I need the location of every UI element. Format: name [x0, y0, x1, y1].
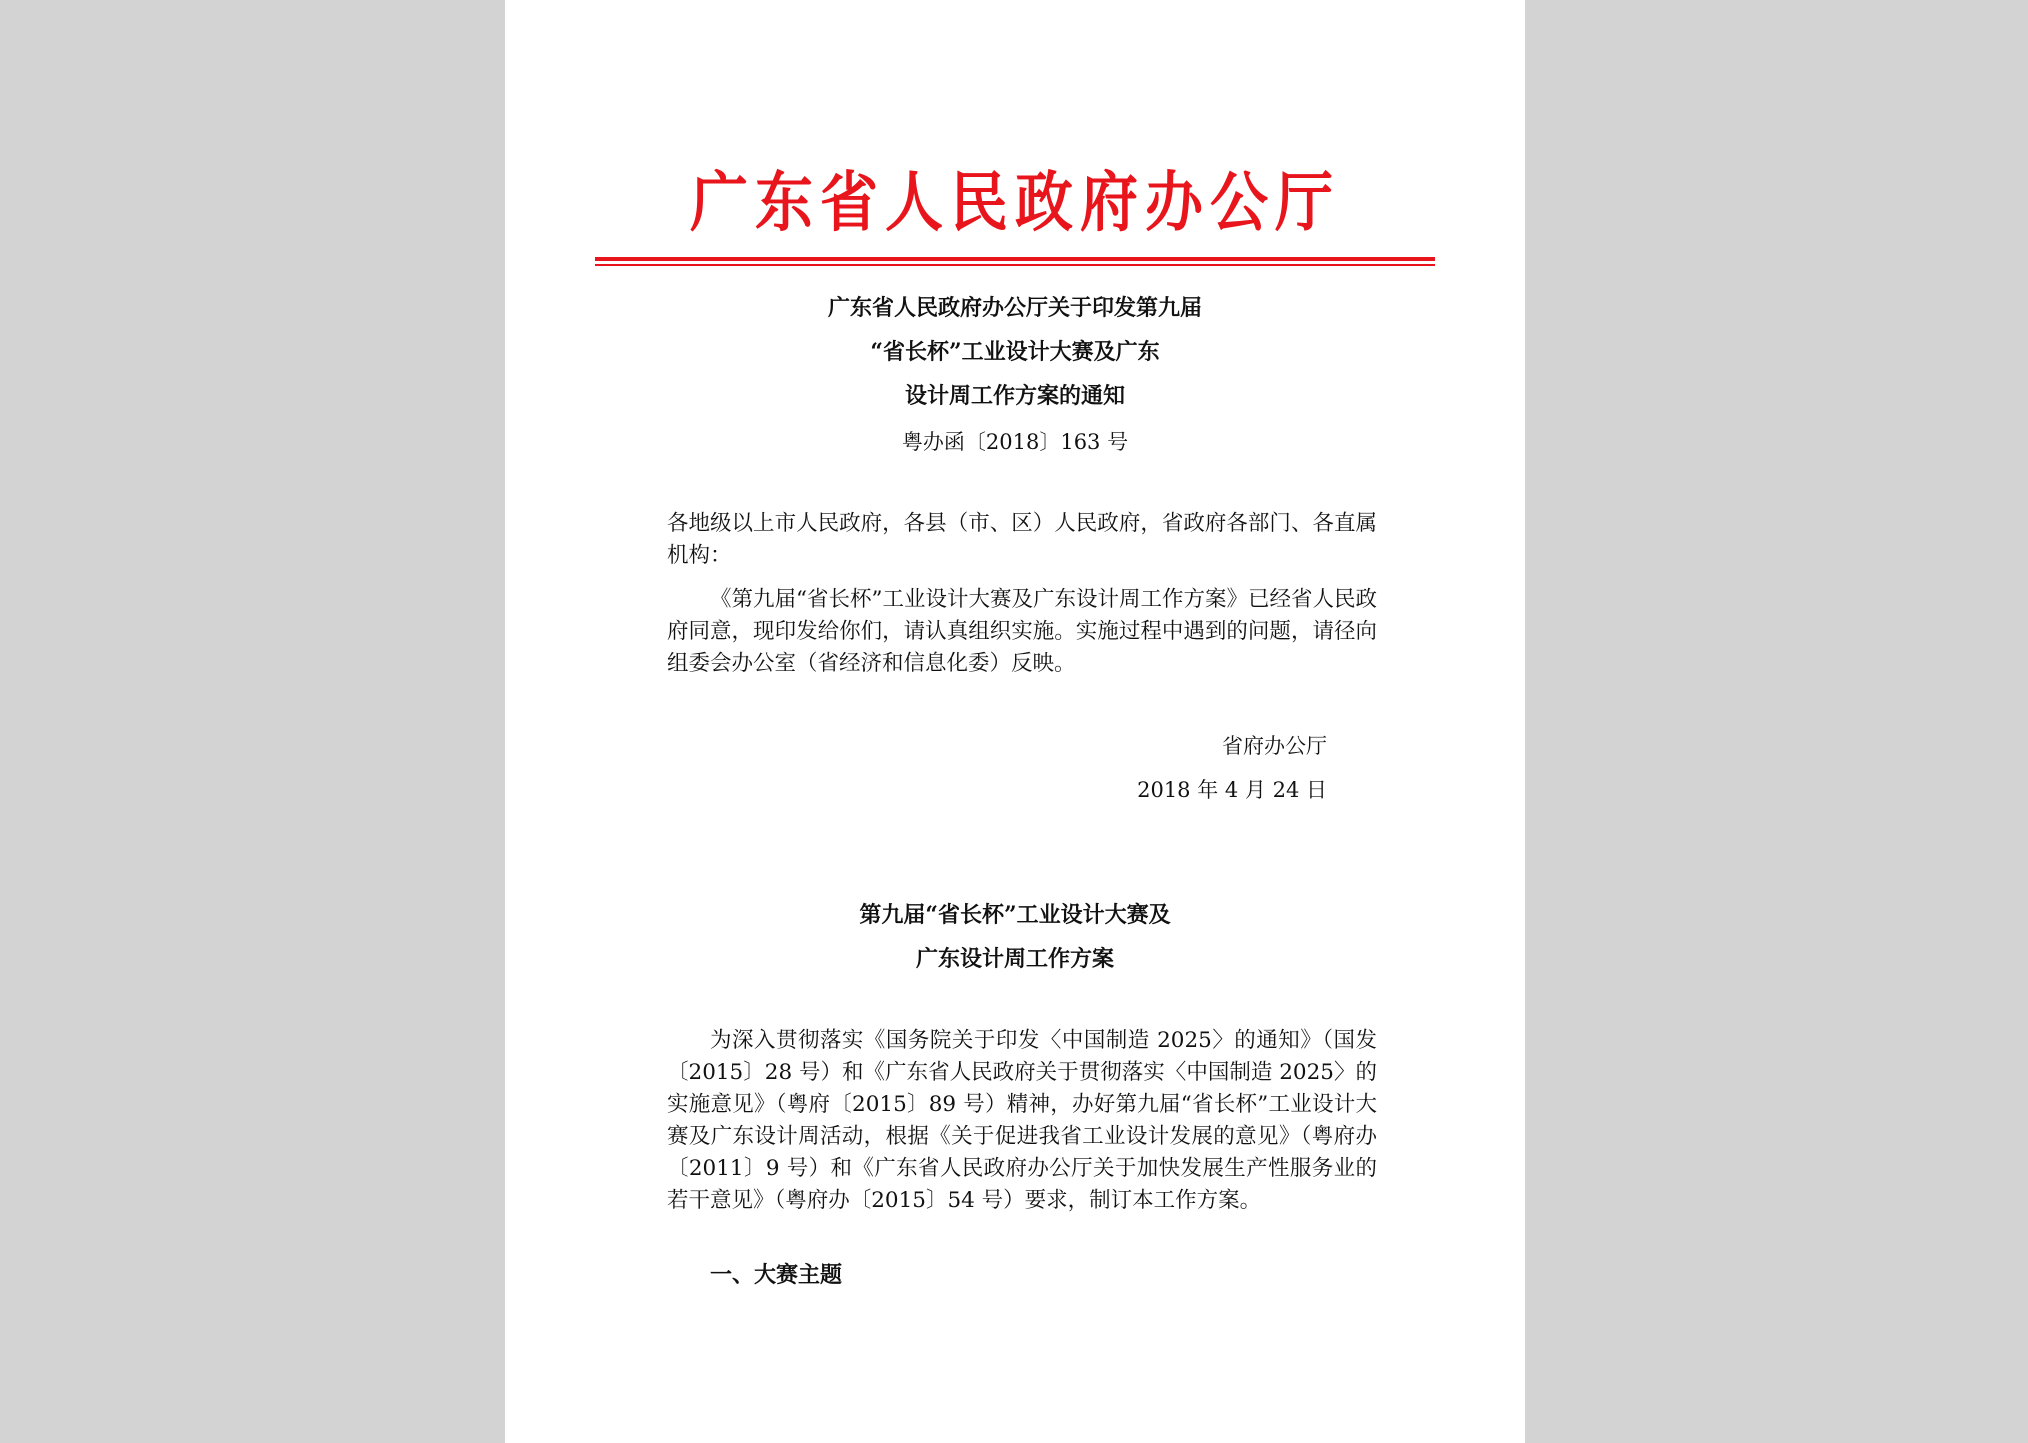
issue-date: 2018 年 4 月 24 日	[1137, 778, 1327, 802]
red-header-rule-thin	[595, 264, 1435, 266]
notice-title-line-3: 设计周工作方案的通知	[904, 383, 1125, 409]
plan-title-line-1: 第九届“省长杯”工业设计大赛及	[859, 902, 1171, 928]
notice-body: 《第九届“省长杯”工业设计大赛及广东设计周工作方案》已经省人民政府同意，现印发给你们，请认真组织实施。实施过程中遇到的问题，请径向组委会办公室（省经济和信息化委）反映。	[667, 587, 1377, 676]
document-number: 粤办函〔2018〕163 号	[901, 430, 1129, 454]
notice-title-line-1: 广东省人民政府办公厅关于印发第九届	[827, 295, 1202, 321]
plan-intro: 为深入贯彻落实《国务院关于印发〈中国制造 2025〉的通知》（国发〔2015〕28 号）和《广东省人民政府关于贯彻落实〈中国制造 2025〉的实施意见》（粤府〔2015〕89 号）精神，办好第九届“省长杯”工业设计大赛及广东设计周活动，根据《关于促进我省工业设计发展的意见》（粤府办〔2011〕9 号）和《广东省人民政府办公厅关于加快发展生产性服务业的若干意见》（粤府办〔2015〕54 号）要求，制订本工作方案。	[667, 1028, 1377, 1213]
addressee: 各地级以上市人民政府，各县（市、区）人民政府，省政府各部门、各直属机构：	[667, 511, 1377, 568]
plan-title-line-2: 广东设计周工作方案	[915, 946, 1114, 972]
signature: 省府办公厅	[1222, 734, 1327, 758]
document-page	[505, 0, 1525, 1443]
issuing-authority-header: 广东省人民政府办公厅	[689, 163, 1340, 241]
notice-title-line-2: “省长杯”工业设计大赛及广东	[870, 339, 1160, 365]
section-heading: 一、大赛主题	[710, 1262, 843, 1288]
red-header-rule	[595, 257, 1435, 261]
